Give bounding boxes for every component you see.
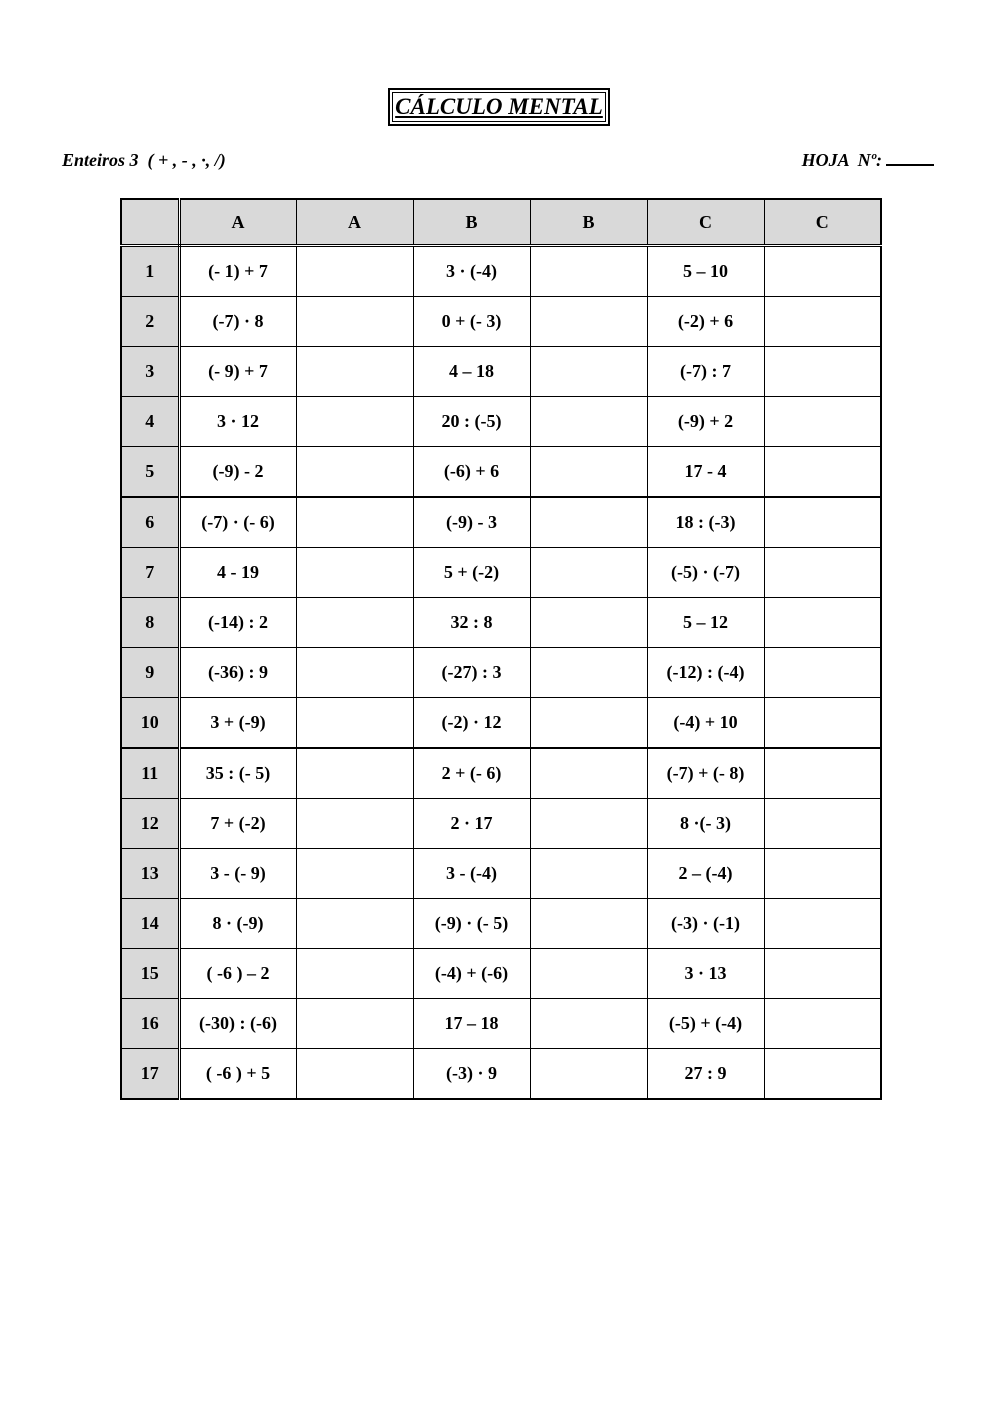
row-number: 13 <box>121 849 179 899</box>
exercise-c: 5 – 12 <box>647 598 764 648</box>
row-number: 5 <box>121 447 179 498</box>
exercise-b: (-9) · (- 5) <box>413 899 530 949</box>
exercise-c: (-4) + 10 <box>647 698 764 749</box>
exercise-b: 0 + (- 3) <box>413 297 530 347</box>
answer-a[interactable] <box>296 598 413 648</box>
answer-a[interactable] <box>296 949 413 999</box>
row-number: 1 <box>121 246 179 297</box>
table-row <box>121 1049 881 1100</box>
exercise-a: 7 + (-2) <box>179 799 296 849</box>
column-header-a: A <box>179 199 296 246</box>
answer-c[interactable] <box>764 598 881 648</box>
answer-a[interactable] <box>296 297 413 347</box>
exercise-b: 2 + (- 6) <box>413 748 530 799</box>
exercise-b: (-27) : 3 <box>413 648 530 698</box>
answer-b[interactable] <box>530 949 647 999</box>
column-header-c-answer: C <box>764 199 881 246</box>
answer-a[interactable] <box>296 397 413 447</box>
exercise-b: (-2) · 12 <box>413 698 530 749</box>
table-row <box>121 698 881 749</box>
column-header-b: B <box>413 199 530 246</box>
row-number: 3 <box>121 347 179 397</box>
table-row <box>121 999 881 1049</box>
table-row <box>121 548 881 598</box>
answer-b[interactable] <box>530 497 647 548</box>
exercise-c: 17 - 4 <box>647 447 764 498</box>
exercise-c: (-7) : 7 <box>647 347 764 397</box>
answer-b[interactable] <box>530 447 647 498</box>
exercise-b: 4 – 18 <box>413 347 530 397</box>
row-number: 10 <box>121 698 179 749</box>
answer-c[interactable] <box>764 1049 881 1100</box>
row-number: 16 <box>121 999 179 1049</box>
subtitle: Enteiros 3 ( + , - , ·, /) <box>62 150 226 170</box>
answer-b[interactable] <box>530 698 647 749</box>
answer-c[interactable] <box>764 548 881 598</box>
answer-a[interactable] <box>296 497 413 548</box>
exercise-a: (-36) : 9 <box>179 648 296 698</box>
exercise-b: 3 - (-4) <box>413 849 530 899</box>
answer-a[interactable] <box>296 999 413 1049</box>
answer-a[interactable] <box>296 899 413 949</box>
answer-b[interactable] <box>530 598 647 648</box>
row-number: 6 <box>121 497 179 548</box>
answer-a[interactable] <box>296 849 413 899</box>
table-row <box>121 799 881 849</box>
row-number: 17 <box>121 1049 179 1100</box>
table-body <box>121 246 881 1100</box>
answer-c[interactable] <box>764 648 881 698</box>
answer-b[interactable] <box>530 548 647 598</box>
exercise-a: (-9) - 2 <box>179 447 296 498</box>
answer-c[interactable] <box>764 347 881 397</box>
answer-b[interactable] <box>530 748 647 799</box>
exercise-b: (-3) · 9 <box>413 1049 530 1100</box>
exercise-a: 4 - 19 <box>179 548 296 598</box>
table-row <box>121 598 881 648</box>
answer-c[interactable] <box>764 999 881 1049</box>
answer-c[interactable] <box>764 698 881 749</box>
table-row <box>121 497 881 548</box>
exercise-a: 3 - (- 9) <box>179 849 296 899</box>
exercise-a: (- 1) + 7 <box>179 246 296 297</box>
exercise-b: 17 – 18 <box>413 999 530 1049</box>
answer-a[interactable] <box>296 548 413 598</box>
exercise-a: (-30) : (-6) <box>179 999 296 1049</box>
row-number: 2 <box>121 297 179 347</box>
table-row <box>121 246 881 297</box>
table-row <box>121 899 881 949</box>
answer-c[interactable] <box>764 748 881 799</box>
exercise-c: 2 – (-4) <box>647 849 764 899</box>
exercise-b: (-9) - 3 <box>413 497 530 548</box>
answer-c[interactable] <box>764 447 881 498</box>
answer-c[interactable] <box>764 397 881 447</box>
answer-b[interactable] <box>530 799 647 849</box>
answer-c[interactable] <box>764 949 881 999</box>
exercise-c: 8 ·(- 3) <box>647 799 764 849</box>
exercise-c: (-3) · (-1) <box>647 899 764 949</box>
table-row <box>121 347 881 397</box>
sheet-label: HOJA Nº: <box>801 150 882 170</box>
exercise-b: (-6) + 6 <box>413 447 530 498</box>
column-header-a-answer: A <box>296 199 413 246</box>
exercise-a: ( -6 ) – 2 <box>179 949 296 999</box>
answer-c[interactable] <box>764 799 881 849</box>
exercise-a: (-14) : 2 <box>179 598 296 648</box>
exercise-b: 2 · 17 <box>413 799 530 849</box>
answer-c[interactable] <box>764 899 881 949</box>
row-number: 8 <box>121 598 179 648</box>
exercise-b: 5 + (-2) <box>413 548 530 598</box>
exercise-c: (-2) + 6 <box>647 297 764 347</box>
exercise-a: 8 · (-9) <box>179 899 296 949</box>
answer-c[interactable] <box>764 297 881 347</box>
answer-a[interactable] <box>296 347 413 397</box>
exercise-a: ( -6 ) + 5 <box>179 1049 296 1100</box>
row-number: 9 <box>121 648 179 698</box>
answer-b[interactable] <box>530 347 647 397</box>
exercise-b: 3 · (-4) <box>413 246 530 297</box>
table-row <box>121 447 881 498</box>
answer-c[interactable] <box>764 849 881 899</box>
answer-a[interactable] <box>296 648 413 698</box>
answer-c[interactable] <box>764 497 881 548</box>
answer-b[interactable] <box>530 297 647 347</box>
answer-a[interactable] <box>296 698 413 749</box>
row-number: 11 <box>121 748 179 799</box>
sheet-number-blank[interactable] <box>886 150 934 166</box>
exercise-b: (-4) + (-6) <box>413 949 530 999</box>
row-number: 15 <box>121 949 179 999</box>
exercise-c: (-5) · (-7) <box>647 548 764 598</box>
table-row <box>121 397 881 447</box>
answer-b[interactable] <box>530 999 647 1049</box>
exercise-a: (-7) · (- 6) <box>179 497 296 548</box>
row-number: 12 <box>121 799 179 849</box>
exercise-a: 35 : (- 5) <box>179 748 296 799</box>
table-row <box>121 748 881 799</box>
row-number: 7 <box>121 548 179 598</box>
title-box <box>388 88 610 126</box>
answer-b[interactable] <box>530 849 647 899</box>
exercise-c: 18 : (-3) <box>647 497 764 548</box>
column-header-c: C <box>647 199 764 246</box>
exercise-c: 3 · 13 <box>647 949 764 999</box>
exercise-a: (-7) · 8 <box>179 297 296 347</box>
exercise-c: 27 : 9 <box>647 1049 764 1100</box>
exercise-b: 32 : 8 <box>413 598 530 648</box>
answer-b[interactable] <box>530 397 647 447</box>
exercise-table <box>120 198 882 1100</box>
answer-b[interactable] <box>530 648 647 698</box>
exercise-b: 20 : (-5) <box>413 397 530 447</box>
sheet-number <box>802 150 934 171</box>
answer-b[interactable] <box>530 246 647 297</box>
row-number: 4 <box>121 397 179 447</box>
exercise-a: 3 · 12 <box>179 397 296 447</box>
answer-a[interactable] <box>296 246 413 297</box>
answer-a[interactable] <box>296 447 413 498</box>
header-row <box>121 199 881 246</box>
exercise-c: (-5) + (-4) <box>647 999 764 1049</box>
table-row <box>121 297 881 347</box>
row-number: 14 <box>121 899 179 949</box>
answer-c[interactable] <box>764 246 881 297</box>
answer-a[interactable] <box>296 799 413 849</box>
table-row <box>121 849 881 899</box>
answer-b[interactable] <box>530 1049 647 1100</box>
exercise-a: 3 + (-9) <box>179 698 296 749</box>
page-title: CÁLCULO MENTAL <box>395 94 603 119</box>
answer-a[interactable] <box>296 748 413 799</box>
exercise-a: (- 9) + 7 <box>179 347 296 397</box>
corner-cell <box>121 199 179 246</box>
exercise-c: 5 – 10 <box>647 246 764 297</box>
exercise-c: (-7) + (- 8) <box>647 748 764 799</box>
answer-b[interactable] <box>530 899 647 949</box>
exercise-c: (-12) : (-4) <box>647 648 764 698</box>
answer-a[interactable] <box>296 1049 413 1100</box>
table-row <box>121 949 881 999</box>
column-header-b-answer: B <box>530 199 647 246</box>
exercise-c: (-9) + 2 <box>647 397 764 447</box>
table-row <box>121 648 881 698</box>
